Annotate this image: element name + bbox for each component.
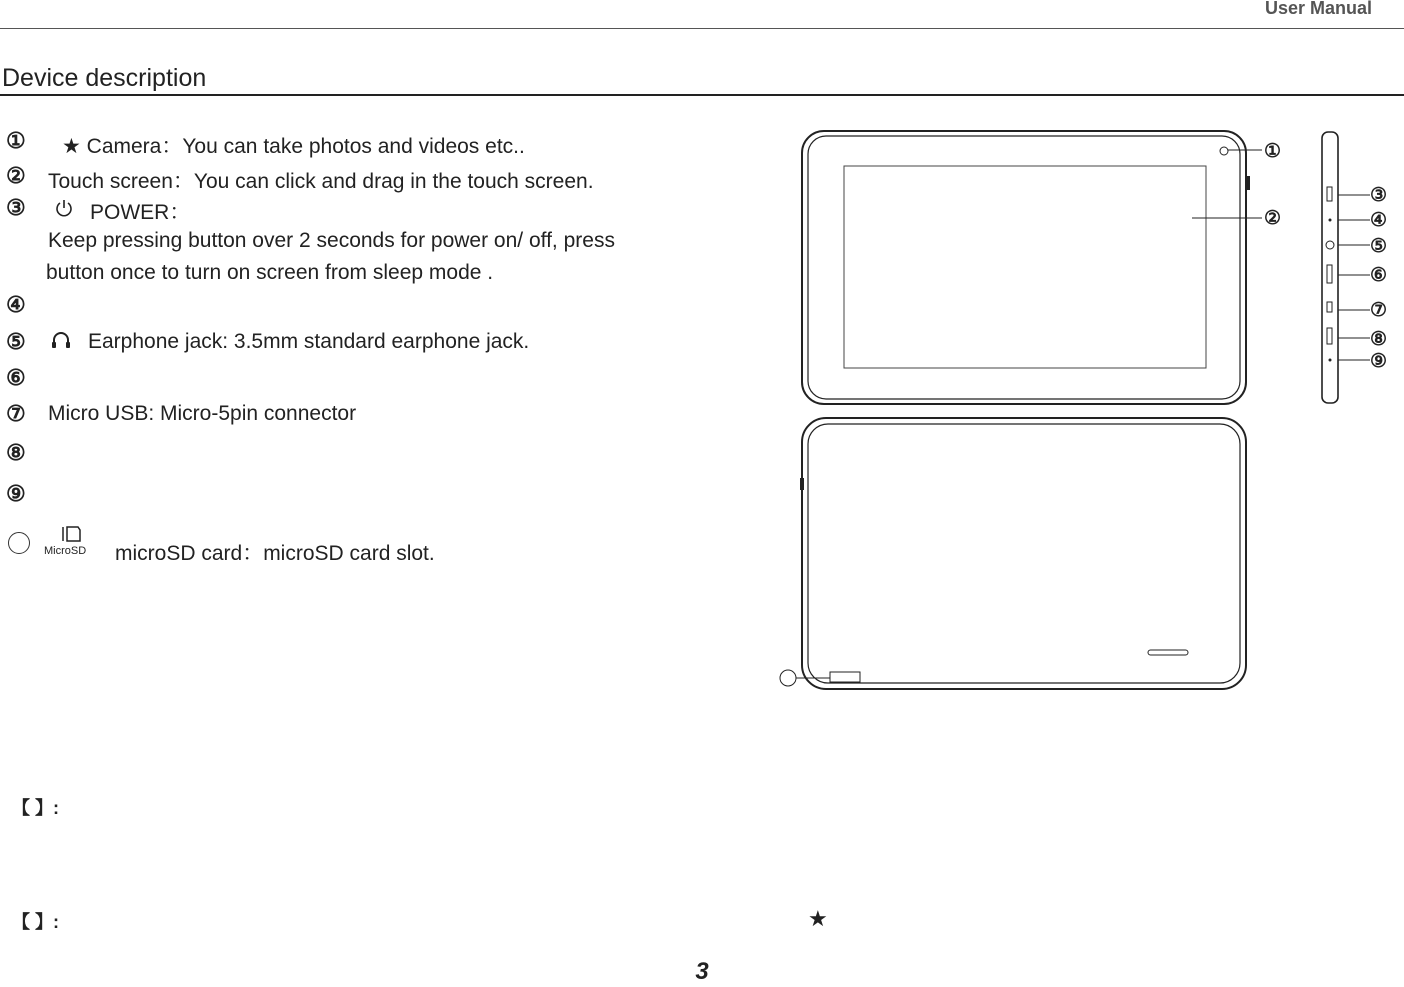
callout-1: ① <box>1264 141 1282 162</box>
item-power-text: POWER： <box>90 201 191 224</box>
callout-5: ⑤ <box>1370 236 1388 257</box>
callout-7: ⑦ <box>1370 300 1388 321</box>
side-button-mark <box>1246 176 1250 190</box>
item-camera-text: ★ Camera：You can take photos and videos etc.. <box>62 135 525 158</box>
note-bracket-2: 【 】: <box>12 912 59 932</box>
callout-2: ② <box>1264 208 1282 229</box>
microsd-text: microSD card：microSD card slot. <box>115 542 435 565</box>
tablet-side-view <box>1322 132 1338 403</box>
callout-4: ④ <box>1370 210 1388 231</box>
callout-3: ③ <box>1370 185 1388 206</box>
item-touchscreen-text: Touch screen：You can click and drag in the touch screen. <box>48 170 594 193</box>
item-number-9: ⑨ <box>6 481 26 506</box>
item-number-8: ⑧ <box>6 440 26 465</box>
callout-9: ⑨ <box>1370 351 1388 372</box>
tablet-screen <box>844 166 1206 368</box>
microsd-icon-label: MicroSD <box>44 545 87 557</box>
item-number-4: ④ <box>6 292 26 317</box>
power-desc-line2: button once to turn on screen from sleep mode . <box>46 261 494 284</box>
front-camera-dot <box>1220 147 1228 155</box>
tablet-front-inner <box>808 136 1240 399</box>
note-bracket-1: 【 】: <box>12 798 59 818</box>
microsd-callout-circle <box>780 670 796 686</box>
item-number-6: ⑥ <box>6 365 26 390</box>
section-title: Device description <box>2 64 207 92</box>
item-number-3: ③ <box>6 195 26 220</box>
tablet-front-outer <box>802 131 1246 404</box>
speaker-grille <box>1148 650 1188 655</box>
item-number-2: ② <box>6 163 26 188</box>
header-title: User Manual <box>1264 0 1372 18</box>
tablet-back-inner <box>808 424 1240 683</box>
power-desc-line1: Keep pressing button over 2 seconds for power on/ off, press <box>48 229 615 252</box>
item-earphone-text: Earphone jack: 3.5mm standard earphone jack. <box>88 330 530 353</box>
item-microusb-text: Micro USB: Micro-5pin connector <box>48 402 357 425</box>
tablet-back-outer <box>802 418 1246 689</box>
item-number-7: ⑦ <box>6 401 26 426</box>
callout-6: ⑥ <box>1370 265 1388 286</box>
page-number: 3 <box>695 958 709 985</box>
note-star: ★ <box>808 906 828 931</box>
microsd-slot <box>830 672 860 682</box>
item-number-5: ⑤ <box>6 329 26 354</box>
item-number-1: ① <box>6 128 26 153</box>
callout-8: ⑧ <box>1370 329 1388 350</box>
